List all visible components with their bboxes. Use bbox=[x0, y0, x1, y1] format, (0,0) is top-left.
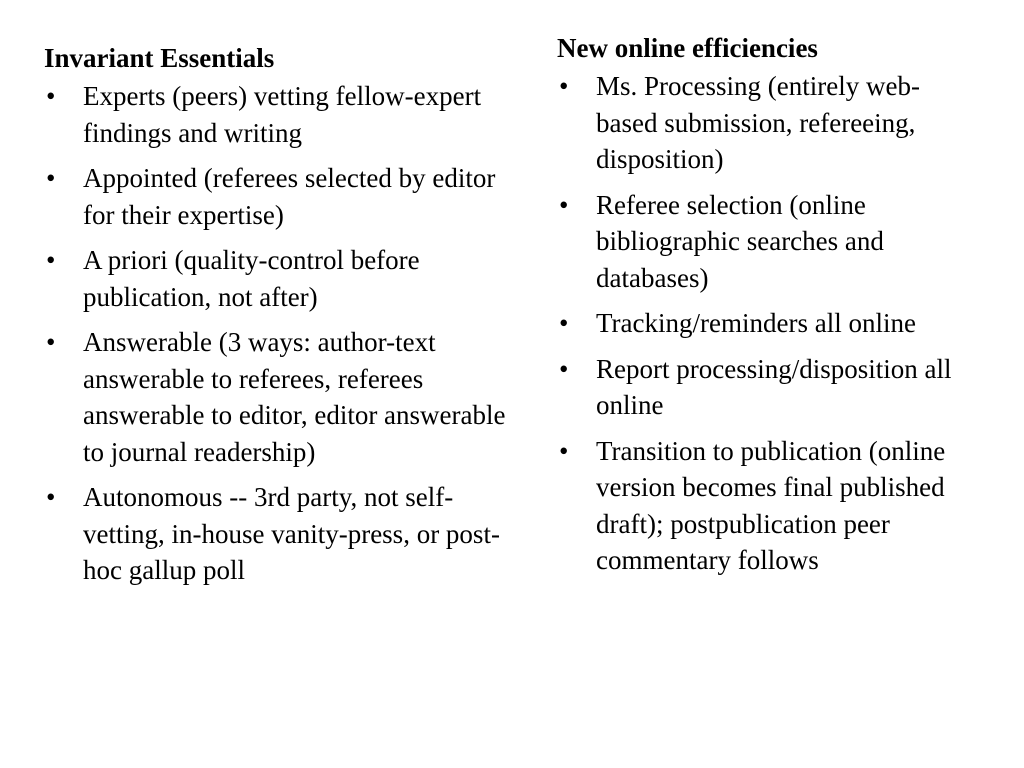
list-item-text: Report processing/disposition all online bbox=[596, 353, 952, 420]
list-item bbox=[557, 305, 977, 342]
left-column-heading: Invariant Essentials bbox=[44, 43, 275, 73]
list-item bbox=[44, 78, 524, 151]
bullet-icon: • bbox=[559, 189, 569, 220]
list-item bbox=[557, 187, 977, 297]
bullet-icon: • bbox=[559, 308, 569, 338]
bullet-icon: • bbox=[559, 435, 569, 466]
bullet-icon: • bbox=[46, 327, 56, 357]
list-item bbox=[557, 68, 977, 178]
list-item bbox=[557, 351, 977, 424]
bullet-icon: • bbox=[46, 482, 56, 512]
bullet-icon: • bbox=[46, 163, 56, 193]
right-bullet-list bbox=[557, 68, 977, 579]
list-item bbox=[44, 160, 524, 233]
list-item-text: Ms. Processing (entirely web-based submission, refereeing, disposition) bbox=[596, 71, 920, 174]
list-item bbox=[557, 433, 977, 579]
bullet-icon: • bbox=[46, 245, 56, 275]
bullet-icon: • bbox=[46, 81, 56, 111]
list-item-text: Tracking/reminders all online bbox=[596, 308, 916, 338]
list-item-text: Answerable (3 ways: author-text answerable to referees, referees answerable to editor, editor answerable to journal readership) bbox=[83, 327, 506, 467]
list-item bbox=[44, 324, 524, 470]
list-item bbox=[44, 479, 524, 589]
list-item-text: A priori (quality-control before publication, not after) bbox=[83, 245, 420, 312]
list-item-text: Referee selection (online bibliographic searches and databases) bbox=[596, 189, 884, 293]
right-column-heading: New online efficiencies bbox=[557, 33, 818, 63]
list-item-text: Appointed (referees selected by editor for their expertise) bbox=[83, 163, 496, 230]
list-item-text: Experts (peers) vetting fellow-expert findings and writing bbox=[83, 81, 482, 148]
left-bullet-list bbox=[44, 78, 524, 589]
online-efficiencies-column bbox=[557, 30, 977, 588]
list-item-text: Transition to publication (online version becomes final published draft); postpublication peer commentary follows bbox=[596, 435, 946, 575]
list-item bbox=[44, 242, 524, 315]
bullet-icon: • bbox=[559, 71, 569, 101]
invariant-essentials-column bbox=[44, 40, 524, 598]
list-item-text: Autonomous -- 3rd party, not self-vetting, in-house vanity-press, or post-hoc gallup poll bbox=[83, 482, 500, 585]
bullet-icon: • bbox=[559, 353, 569, 384]
